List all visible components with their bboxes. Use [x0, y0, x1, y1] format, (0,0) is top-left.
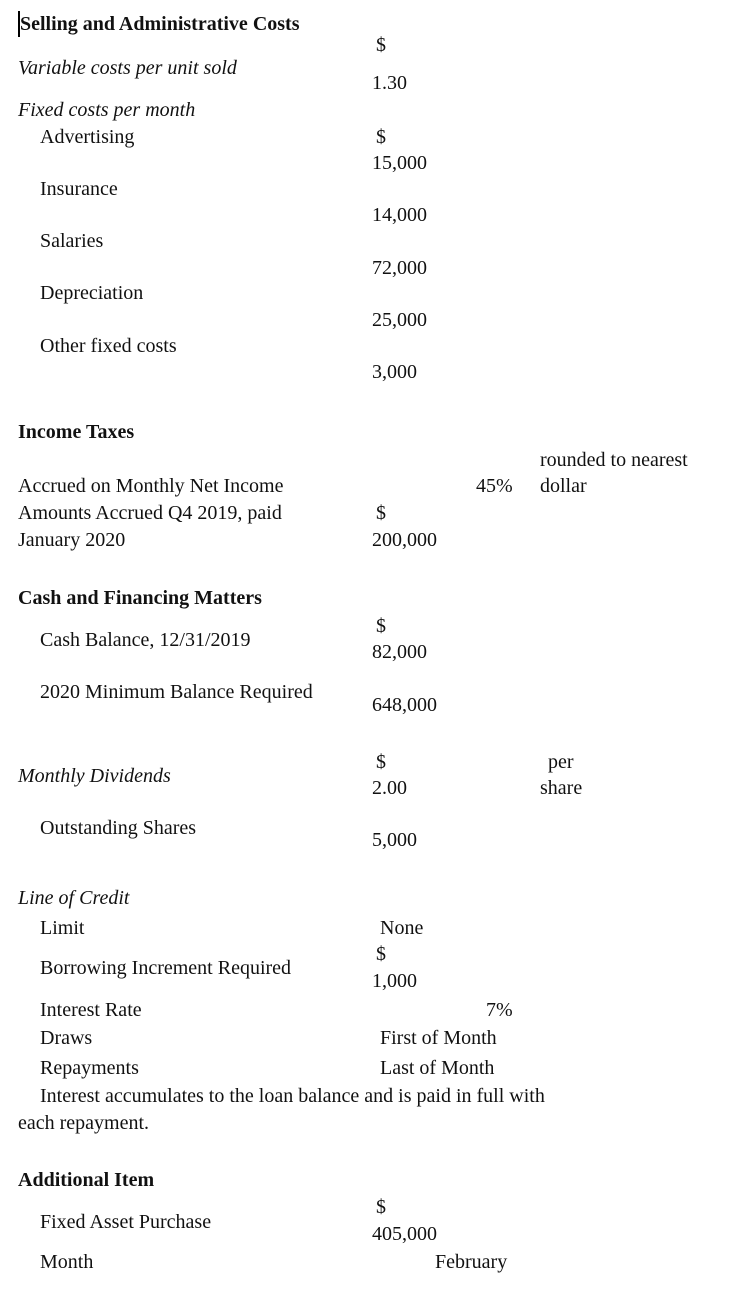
- dividends-label: Monthly Dividends: [18, 765, 171, 787]
- fixed-cost-value-depreciation: 25,000: [372, 309, 427, 331]
- interest-rate-value: 7%: [486, 999, 513, 1021]
- min-balance-label: 2020 Minimum Balance Required: [40, 681, 313, 703]
- fixed-cost-value-other: 3,000: [372, 361, 417, 383]
- fixed-cost-currency: $: [376, 126, 386, 148]
- asset-purchase-currency: $: [376, 1196, 386, 1218]
- repayments-label: Repayments: [40, 1057, 139, 1079]
- section-heading-cash-financing: Cash and Financing Matters: [18, 587, 262, 609]
- dividends-unit-line-2: share: [540, 777, 583, 799]
- cash-balance-label: Cash Balance, 12/31/2019: [40, 629, 251, 651]
- rounding-note-line-1: rounded to nearest: [540, 449, 688, 471]
- rounding-note-line-2: dollar: [540, 475, 587, 497]
- fixed-cost-label-other: Other fixed costs: [40, 335, 177, 357]
- fixed-costs-heading: Fixed costs per month: [18, 99, 196, 121]
- increment-currency: $: [376, 943, 386, 965]
- q4-accrued-currency: $: [376, 502, 386, 524]
- outstanding-shares-value: 5,000: [372, 829, 417, 851]
- interest-rate-label: Interest Rate: [40, 999, 142, 1021]
- draws-label: Draws: [40, 1027, 93, 1049]
- variable-costs-value: 1.30: [372, 72, 407, 94]
- accrued-tax-label: Accrued on Monthly Net Income: [18, 475, 284, 497]
- credit-limit-label: Limit: [40, 917, 85, 939]
- repayments-value: Last of Month: [380, 1057, 495, 1079]
- fixed-cost-value-advertising: 15,000: [372, 152, 427, 174]
- dividends-value: 2.00: [372, 777, 407, 799]
- section-heading-additional-item: Additional Item: [18, 1169, 155, 1191]
- interest-note-line-1: Interest accumulates to the loan balance and is paid in full with: [40, 1085, 545, 1107]
- q4-accrued-label-line-2: January 2020: [18, 529, 126, 551]
- fixed-cost-value-insurance: 14,000: [372, 204, 427, 226]
- variable-costs-currency: $: [376, 34, 386, 56]
- purchase-month-value: February: [435, 1251, 508, 1273]
- asset-purchase-value: 405,000: [372, 1223, 437, 1245]
- credit-limit-value: None: [380, 917, 424, 939]
- section-heading-selling-admin: Selling and Administrative Costs: [20, 13, 300, 35]
- variable-costs-label: Variable costs per unit sold: [18, 57, 237, 79]
- fixed-cost-label-insurance: Insurance: [40, 178, 118, 200]
- fixed-cost-label-advertising: Advertising: [40, 126, 135, 148]
- interest-note-line-2: each repayment.: [18, 1112, 150, 1134]
- fixed-cost-label-depreciation: Depreciation: [40, 282, 144, 304]
- dividends-currency: $: [376, 751, 386, 773]
- increment-value: 1,000: [372, 970, 417, 992]
- outstanding-shares-label: Outstanding Shares: [40, 817, 197, 839]
- accrued-tax-rate: 45%: [476, 475, 513, 497]
- dividends-unit-line-1: per: [548, 751, 574, 773]
- asset-purchase-label: Fixed Asset Purchase: [40, 1211, 212, 1233]
- fixed-cost-label-salaries: Salaries: [40, 230, 104, 252]
- cash-balance-value: 82,000: [372, 641, 427, 663]
- purchase-month-label: Month: [40, 1251, 94, 1273]
- q4-accrued-label-line-1: Amounts Accrued Q4 2019, paid: [18, 502, 282, 524]
- fixed-cost-value-salaries: 72,000: [372, 257, 427, 279]
- section-heading-line-of-credit: Line of Credit: [18, 887, 130, 909]
- increment-label: Borrowing Increment Required: [40, 957, 292, 979]
- section-heading-income-taxes: Income Taxes: [18, 421, 135, 443]
- q4-accrued-value: 200,000: [372, 529, 437, 551]
- cash-balance-currency: $: [376, 615, 386, 637]
- draws-value: First of Month: [380, 1027, 497, 1049]
- min-balance-value: 648,000: [372, 694, 437, 716]
